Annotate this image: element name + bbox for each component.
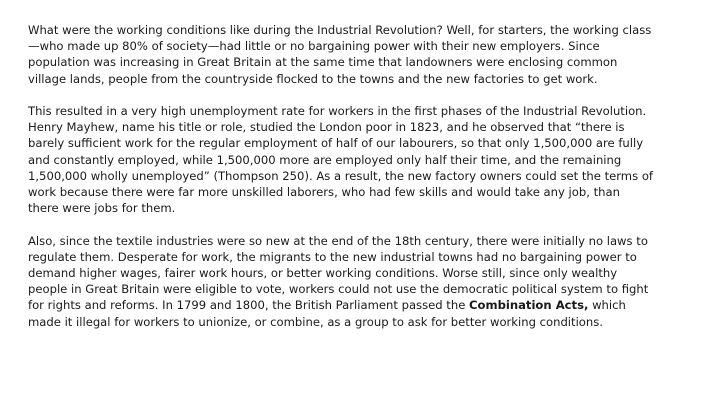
combination-acts-term: Combination Acts, <box>469 298 589 313</box>
paragraph-regulation <box>28 233 653 330</box>
document-body <box>28 22 653 346</box>
paragraph-working-conditions: What were the working conditions like during the Industrial Revolution? Well, for starters, the working class—who made up 80% of society—had little or no bargaining power with their new employers. Since population was increasing in Great Britain at the same time that landowners were enclosing common village lands, people from the countryside flocked to the towns and the new factories to get work. <box>28 23 652 86</box>
paragraph-regulation-text-after: which made it illegal for workers to unionize, or combine, as a group to ask for better working conditions. <box>28 298 626 329</box>
paragraph-regulation-text-before: Also, since the textile industries were so new at the end of the 18th century, there were initially no laws to regulate them. Desperate for work, the migrants to the new industrial towns had no bargaining power to demand higher wages, fairer work hours, or better working conditions. Worse still, since only wealthy people in Great Britain were eligible to vote, workers could not use the democratic political system to fight for rights and reforms. In 1799 and 1800, the British Parliament passed the <box>28 233 649 313</box>
paragraph-unemployment: This resulted in a very high unemployment rate for workers in the first phases of the Industrial Revolution. Henry Mayhew, name his title or role, studied the London poor in 1823, and he observed that “there is barely sufficient work for the regular employment of half of our labourers, so that only 1,500,000 are fully and constantly employed, while 1,500,000 more are employed only half their time, and the remaining 1,500,000 wholly unemployed” (Thompson 250). As a result, the new factory owners could set the terms of work because there were far more unskilled laborers, who had few skills and would take any job, than there were jobs for them. <box>28 104 654 216</box>
